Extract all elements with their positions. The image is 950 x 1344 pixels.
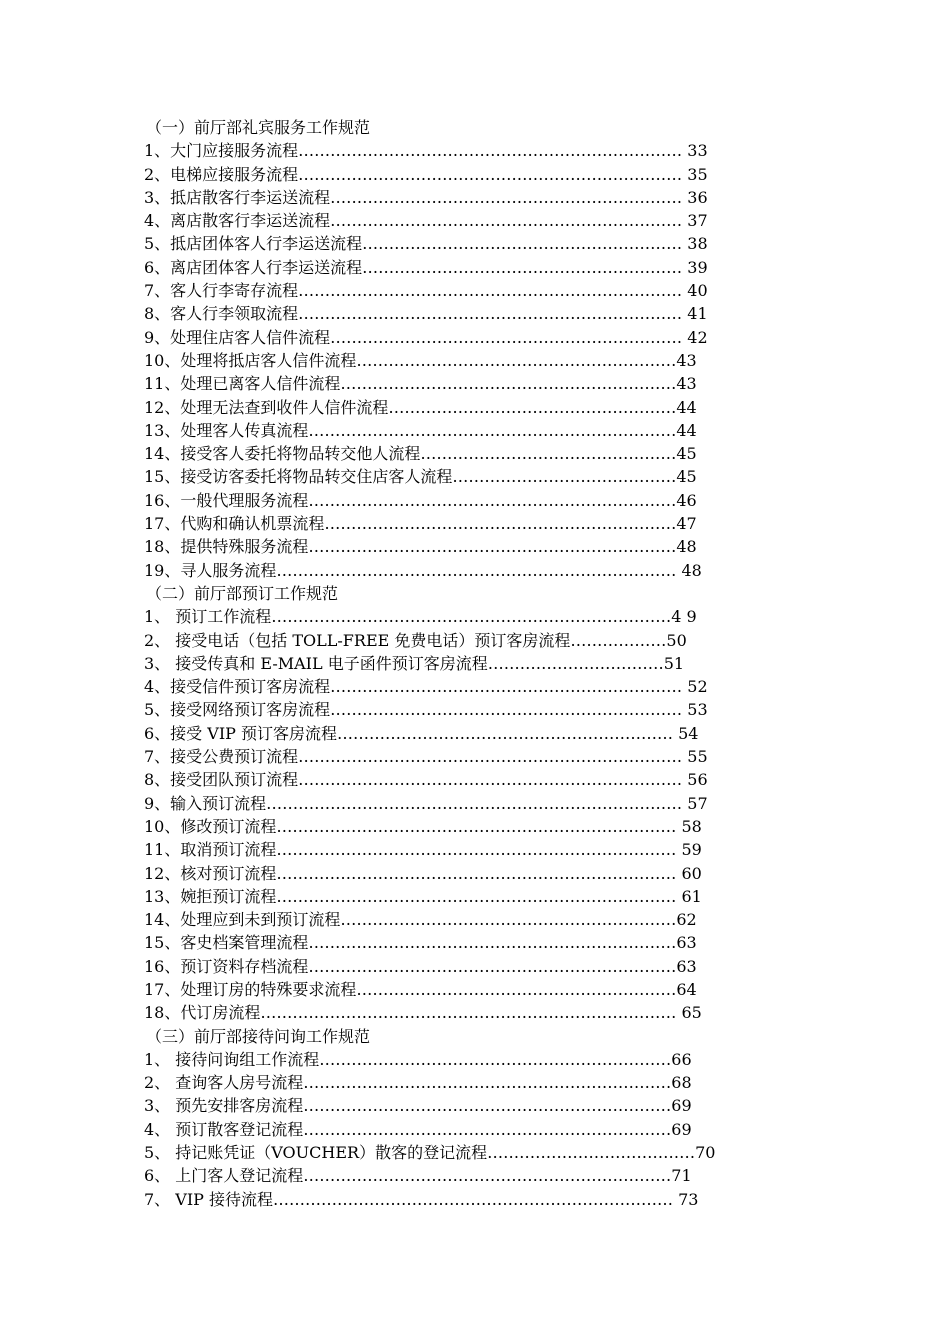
toc-entry: 2、 接受电话（包括 TOLL-FREE 免费电话）预订客房流程………………50 xyxy=(144,630,687,650)
toc-entry: 6、离店团体客人行李运送流程…………………………………………………… 39 xyxy=(144,257,708,277)
toc-entry: 3、 接受传真和 E-MAIL 电子函件预订客房流程……………………………51 xyxy=(144,653,685,673)
toc-section-heading: （三）前厅部接待问询工作规范 xyxy=(146,1026,371,1046)
toc-entry: 8、接受团队预订流程……………………………………………………………… 56 xyxy=(144,770,708,790)
toc-entry: 18、提供特殊服务流程……………………………………………………………48 xyxy=(144,537,697,557)
toc-entry: 5、接受网络预订客房流程………………………………………………………… 53 xyxy=(144,700,708,720)
toc-entry: 1、 接待问询组工作流程…………………………………………………………66 xyxy=(144,1049,692,1069)
toc-entry: 12、核对预订流程………………………………………………………………… 60 xyxy=(144,863,702,883)
toc-entry: 5、 持记账凭证（VOUCHER）散客的登记流程…………………………………70 xyxy=(144,1143,716,1163)
toc-entry: 6、 上门客人登记流程……………………………………………………………71 xyxy=(144,1166,692,1186)
toc-entry: 11、处理已离客人信件流程………………………………………………………43 xyxy=(144,374,697,394)
toc-entry: 4、离店散客行李运送流程………………………………………………………… 37 xyxy=(144,211,708,231)
toc-entry: 13、处理客人传真流程……………………………………………………………44 xyxy=(144,420,697,440)
toc-entry: 15、客史档案管理流程……………………………………………………………63 xyxy=(144,933,697,953)
toc-entry: 7、接受公费预订流程……………………………………………………………… 55 xyxy=(144,747,708,767)
toc-section-heading: （一）前厅部礼宾服务工作规范 xyxy=(146,118,371,137)
table-of-contents xyxy=(144,116,784,1211)
toc-entry: 6、接受 VIP 预订客房流程……………………………………………………… 54 xyxy=(144,723,699,743)
toc-entry: 18、代订房流程…………………………………………………………………… 65 xyxy=(144,1003,702,1023)
toc-entry: 4、 预订散客登记流程……………………………………………………………69 xyxy=(144,1119,692,1139)
toc-entry: 10、修改预订流程………………………………………………………………… 58 xyxy=(144,816,702,836)
toc-entry: 8、客人行李领取流程……………………………………………………………… 41 xyxy=(144,304,708,324)
toc-entry: 9、输入预订流程…………………………………………………………………… 57 xyxy=(144,793,708,813)
toc-entry: 1、大门应接服务流程……………………………………………………………… 33 xyxy=(144,141,708,161)
toc-entry: 14、接受客人委托将物品转交他人流程…………………………………………45 xyxy=(144,444,697,464)
toc-entry: 2、 查询客人房号流程……………………………………………………………68 xyxy=(144,1073,692,1093)
toc-entry: 15、接受访客委托将物品转交住店客人流程……………………………………45 xyxy=(144,467,697,487)
toc-entry: 3、 预先安排客房流程……………………………………………………………69 xyxy=(144,1096,692,1116)
toc-entry: 7、客人行李寄存流程……………………………………………………………… 40 xyxy=(144,281,708,301)
toc-entry: 19、寻人服务流程………………………………………………………………… 48 xyxy=(144,560,702,580)
toc-section-heading: （二）前厅部预订工作规范 xyxy=(146,583,339,603)
toc-entry: 3、抵店散客行李运送流程………………………………………………………… 36 xyxy=(144,187,708,207)
toc-entry: 12、处理无法查到收件人信件流程………………………………………………44 xyxy=(144,397,697,417)
toc-entry: 16、一般代理服务流程……………………………………………………………46 xyxy=(144,490,697,510)
toc-entry: 17、代购和确认机票流程…………………………………………………………47 xyxy=(144,514,697,534)
toc-entry: 7、 VIP 接待流程………………………………………………………………… 73 xyxy=(144,1189,699,1209)
toc-entry: 13、婉拒预订流程………………………………………………………………… 61 xyxy=(144,886,702,906)
toc-entry: 1、 预订工作流程…………………………………………………………………4 9 xyxy=(144,607,697,627)
toc-entry: 9、处理住店客人信件流程………………………………………………………… 42 xyxy=(144,327,708,347)
toc-entry: 17、处理订房的特殊要求流程……………………………………………………64 xyxy=(144,979,697,999)
toc-entry: 11、取消预订流程………………………………………………………………… 59 xyxy=(144,840,702,860)
toc-entry: 5、抵店团体客人行李运送流程…………………………………………………… 38 xyxy=(144,234,708,254)
toc-entry: 2、电梯应接服务流程……………………………………………………………… 35 xyxy=(144,164,708,184)
toc-entry: 10、处理将抵店客人信件流程……………………………………………………43 xyxy=(144,350,697,370)
toc-entry: 14、处理应到未到预订流程………………………………………………………62 xyxy=(144,910,697,930)
toc-entry: 4、接受信件预订客房流程………………………………………………………… 52 xyxy=(144,677,708,697)
toc-entry: 16、预订资料存档流程……………………………………………………………63 xyxy=(144,956,697,976)
